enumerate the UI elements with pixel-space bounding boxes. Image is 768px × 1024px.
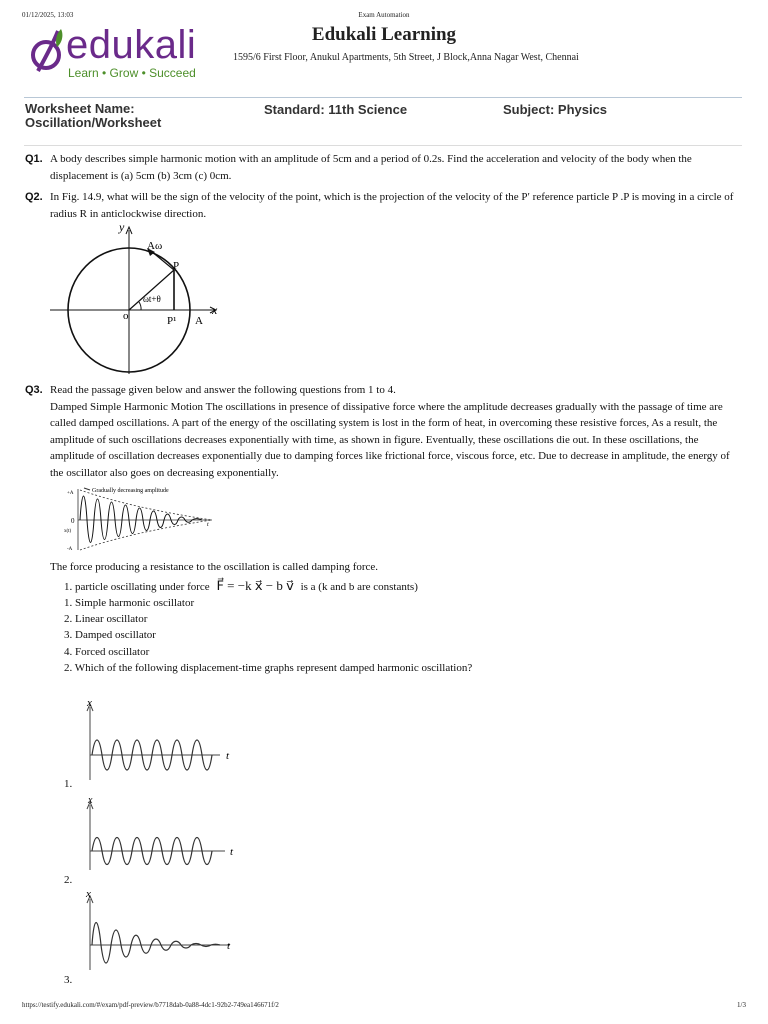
question-number: Q2. [25, 191, 43, 203]
graph-option-3 [80, 885, 240, 975]
graph-x-label: x [86, 888, 91, 900]
fig-aw-label: Aω [147, 240, 163, 252]
graph-option-number: 2. [64, 874, 73, 886]
fig-a-label: A [195, 315, 203, 327]
graph-x-label: x [87, 697, 92, 709]
fig-y-label: y [119, 222, 125, 234]
divider [24, 145, 742, 146]
graph-t-label: t [226, 750, 230, 762]
damped-oscillation-figure [62, 484, 222, 554]
fig-p-label: P [173, 260, 180, 272]
question-passage: Damped Simple Harmonic Motion The oscillations in presence of dissipative force where the amplitude decreases gradually with the passage of time are called damped oscillations. A part of the energy of the oscillating system is lost in the form of heat, in overcoming these resistive forces, As a result, the amplitude of such oscillations decreases exponentially with time, as shown in figure. Eventually, these oscillations die out. In these oscillations, the amplitude of oscillation decreases exponentially due to damping forces like frictional force, viscous force, etc. Due to decrease in amplitude, the energy of the oscillator also goes on decreasing exponentially. [50, 400, 730, 479]
page-number: 1/3 [737, 1001, 746, 1009]
question-text: In Fig. 14.9, what will be the sign of the velocity of the point, which is the projection of the velocity of the P′ reference particle P .P is moving in a circle of radius R in anticlockwise direction. [50, 191, 734, 220]
fig-x-label: x [212, 303, 218, 317]
reference-circle-figure [46, 222, 236, 377]
print-url: https://testify.edukali.com/#/exam/pdf-preview/b7718dab-0a88-4dc1-92b2-749ea146671f/2 [22, 1001, 279, 1009]
option-item: 1. Simple harmonic oscillator [64, 597, 195, 609]
question-text: A body describes simple harmonic motion with an amplitude of 5cm and a period of 0.2s. Find the acceleration and velocity of the body when the displacement is (a) 5cm (b) 3cm (c) 0cm. [50, 153, 692, 182]
question-number: Q1. [25, 153, 43, 165]
fig-origin-label: o [123, 310, 129, 322]
fig-damped-label: Gradually decreasing amplitude [92, 488, 169, 494]
graph-x-label: x [88, 795, 93, 806]
option-item: 2. Linear oscillator [64, 613, 148, 625]
fig-damped-yaxis: x(t) [64, 529, 72, 534]
org-address: 1595/6 First Floor, Anukul Apartments, 5th Street, J Block,Anna Nagar West, Chennai [233, 52, 579, 63]
worksheet-name: Worksheet Name: Oscillation/Worksheet [25, 101, 162, 130]
fig-angle-label: ωt+θ [143, 294, 161, 304]
sub-question-2: 2. Which of the following displacement-time graphs represent damped harmonic oscillation? [64, 662, 473, 674]
question-number: Q3. [25, 384, 43, 396]
logo-wordmark: edukali [66, 23, 197, 67]
graph-t-label: t [227, 940, 231, 952]
question-1 [25, 151, 740, 184]
print-datetime: 01/12/2025, 13:03 [22, 11, 74, 19]
question-3 [25, 382, 740, 481]
worksheet-subject: Subject: Physics [503, 102, 608, 117]
passage-closing: The force producing a resistance to the oscillation is called damping force. [50, 561, 379, 573]
worksheet-standard: Standard: 11th Science [264, 102, 408, 117]
graph-option-number: 1. [64, 778, 73, 790]
fig-damped-zero: 0 [71, 517, 75, 525]
sub-question-suffix: is a (k and b are constants) [300, 581, 418, 593]
org-name: Edukali Learning [311, 24, 457, 45]
option-item: 3. Damped oscillator [64, 629, 156, 641]
question-2 [25, 189, 740, 222]
graph-option-1 [80, 695, 240, 785]
print-title: Exam Automation [358, 11, 410, 19]
sub-question-1 [64, 578, 418, 594]
question-intro: Read the passage given below and answer the following questions from 1 to 4. [50, 384, 396, 396]
fig-damped-yminus: -A [67, 547, 73, 552]
graph-option-number: 3. [64, 974, 73, 986]
graph-t-label: t [230, 846, 234, 858]
fig-damped-yplus: +A [67, 491, 74, 496]
divider [24, 97, 742, 98]
graph-option-2 [80, 795, 240, 875]
option-item: 4. Forced oscillator [64, 646, 150, 658]
logo-tagline: Learn • Grow • Succeed [68, 66, 196, 80]
fig-p1-label: P¹ [167, 315, 177, 327]
force-formula: F⃗ = −k x⃗ − b v⃗ [216, 578, 294, 593]
sub-question-prefix: 1. particle oscillating under force [64, 581, 210, 593]
fig-damped-t: t [207, 522, 209, 528]
